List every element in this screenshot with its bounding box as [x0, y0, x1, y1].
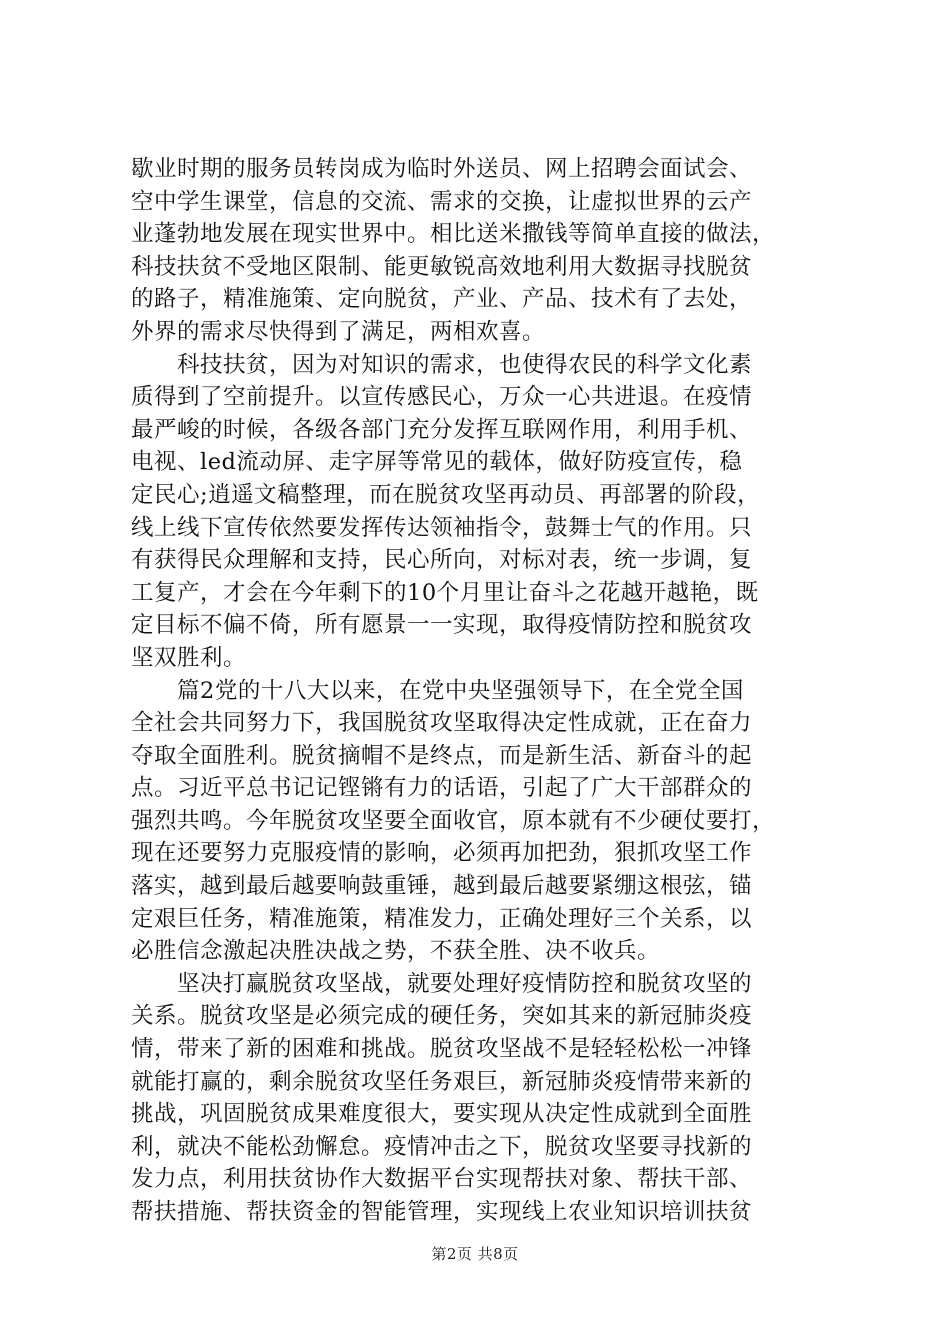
text-line: 关系。脱贫攻坚是必须完成的硬任务，突如其来的新冠肺炎疫	[131, 1003, 753, 1030]
text-line: 歇业时期的服务员转岗成为临时外送员、网上招聘会面试会、	[131, 156, 753, 182]
text-line: 外界的需求尽快得到了满足，两相欢喜。	[131, 318, 546, 345]
text-line: 电视、led流动屏、走字屏等常见的载体，做好防疫宣传，稳	[131, 449, 743, 476]
text-line: 业蓬勃地发展在现实世界中。相比送米撒钱等简单直接的做法，	[131, 221, 776, 248]
text-line: 全社会共同努力下，我国脱贫攻坚取得决定性成就，正在奋力	[131, 710, 753, 737]
body-text	[131, 153, 831, 1229]
text-line: 科技扶贫不受地区限制、能更敏锐高效地利用大数据寻找脱贫	[131, 253, 753, 280]
text-line: 坚双胜利。	[131, 644, 247, 671]
text-line: 情，带来了新的困难和挑战。脱贫攻坚战不是轻轻松松一冲锋	[131, 1036, 753, 1063]
text-line: 强烈共鸣。今年脱贫攻坚要全面收官，原本就有不少硬仗要打，	[131, 807, 776, 834]
text-line: 最严峻的时候，各级各部门充分发挥互联网作用，利用手机、	[131, 416, 753, 443]
text-line-paragraph-start: 篇2党的十八大以来，在党中央坚强领导下，在全党全国	[177, 677, 744, 704]
text-line: 线上线下宣传依然要发挥传达领袖指令，鼓舞士气的作用。只	[131, 514, 753, 541]
text-line: 挑战，巩固脱贫成果难度很大，要实现从决定性成就到全面胜	[131, 1101, 753, 1128]
text-line: 必胜信念激起决胜决战之势，不获全胜、决不收兵。	[131, 938, 661, 965]
text-line-paragraph-start: 坚决打赢脱贫攻坚战，就要处理好疫情防控和脱贫攻坚的	[177, 970, 753, 997]
text-line: 定艰巨任务，精准施策，精准发力，正确处理好三个关系，以	[131, 905, 753, 932]
text-line: 现在还要努力克服疫情的影响，必须再加把劲，狠抓攻坚工作	[131, 840, 753, 867]
text-line: 点。习近平总书记记铿锵有力的话语，引起了广大干部群众的	[131, 775, 753, 802]
text-line: 帮扶措施、帮扶资金的智能管理，实现线上农业知识培训扶贫	[131, 1199, 753, 1225]
text-line: 定民心;逍遥文稿整理，而在脱贫攻坚再动员、再部署的阶段，	[131, 481, 761, 508]
text-line: 落实，越到最后越要响鼓重锤，越到最后越要紧绷这根弦，锚	[131, 873, 753, 900]
text-line: 夺取全面胜利。脱贫摘帽不是终点，而是新生活、新奋斗的起	[131, 742, 753, 769]
text-line: 空中学生课堂，信息的交流、需求的交换，让虚拟世界的云产	[131, 188, 753, 215]
text-line: 利，就决不能松劲懈怠。疫情冲击之下，脱贫攻坚要寻找新的	[131, 1133, 753, 1160]
text-line: 工复产，才会在今年剩下的10个月里让奋斗之花越开越艳，既	[131, 579, 759, 606]
page-number-footer: 第2页 共8页	[431, 1245, 519, 1263]
text-line: 定目标不偏不倚，所有愿景一一实现，取得疫情防控和脱贫攻	[131, 612, 753, 639]
text-line: 质得到了空前提升。以宣传感民心，万众一心共进退。在疫情	[131, 384, 753, 411]
text-line: 就能打赢的，剩余脱贫攻坚任务艰巨，新冠肺炎疫情带来新的	[131, 1068, 753, 1095]
text-line: 有获得民众理解和支持，民心所向，对标对表，统一步调，复	[131, 547, 753, 574]
text-line: 发力点，利用扶贫协作大数据平台实现帮扶对象、帮扶干部、	[131, 1166, 753, 1193]
text-line-paragraph-start: 科技扶贫，因为对知识的需求，也使得农民的科学文化素	[177, 351, 753, 378]
text-line: 的路子，精准施策、定向脱贫，产业、产品、技术有了去处，	[131, 286, 753, 313]
